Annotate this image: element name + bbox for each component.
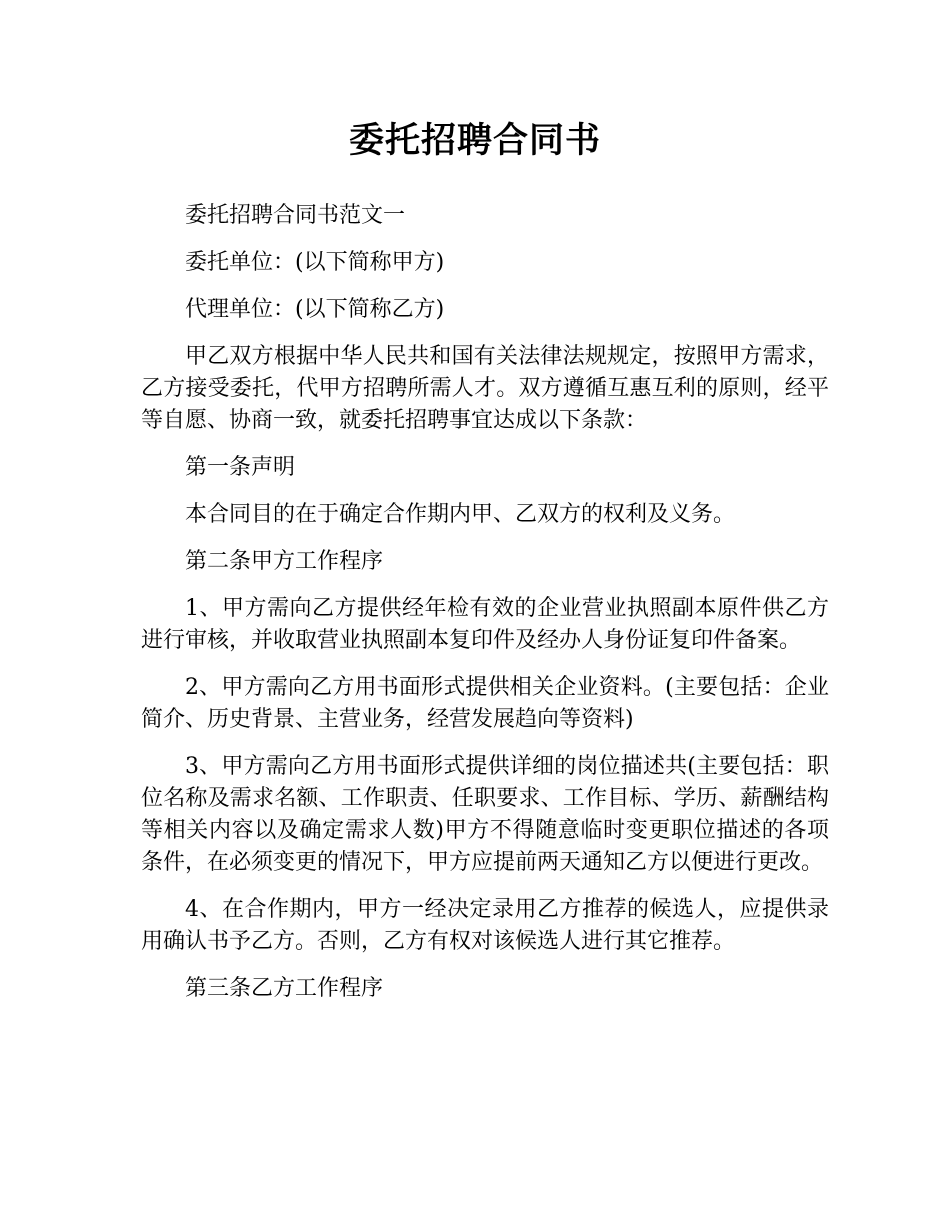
article-2-heading: 第二条甲方工作程序 xyxy=(185,549,384,574)
article-2-item-3: 3、甲方需向乙方用书面形式提供详细的岗位描述共(主要包括：职位名称及需求名额、工作职责、任职要求、工作目标、学历、薪酬结构等相关内容以及确定需求人数)甲方不得随意临时变更职位描述的各项条件，在必须变更的情况下，甲方应提前两天通知乙方以便进行更改。 xyxy=(141,754,829,875)
paragraph-sample-heading: 委托招聘合同书范文一 xyxy=(185,203,406,228)
paragraph-client-party: 委托单位：(以下简称甲方) xyxy=(185,250,445,275)
document-title: 委托招聘合同书 xyxy=(348,121,601,161)
paragraph-preamble: 甲乙双方根据中华人民共和国有关法律法规规定，按照甲方需求，乙方接受委托，代甲方招聘所需人才。双方遵循互惠互利的原则，经平等自愿、协商一致，就委托招聘事宜达成以下条款： xyxy=(141,344,829,433)
paragraph-agent-party: 代理单位：(以下简称乙方) xyxy=(185,297,445,322)
article-3-heading: 第三条乙方工作程序 xyxy=(185,976,384,1001)
article-1-heading: 第一条声明 xyxy=(185,455,296,480)
document-body xyxy=(141,200,829,1020)
article-1-text: 本合同目的在于确定合作期内甲、乙双方的权利及义务。 xyxy=(185,502,736,527)
article-2-item-1: 1、甲方需向乙方提供经年检有效的企业营业执照副本原件供乙方进行审核，并收取营业执照副本复印件及经办人身份证复印件备案。 xyxy=(141,596,829,653)
article-2-item-4: 4、在合作期内，甲方一经决定录用乙方推荐的候选人，应提供录用确认书予乙方。否则，乙方有权对该候选人进行其它推荐。 xyxy=(141,897,829,954)
article-2-item-2: 2、甲方需向乙方用书面形式提供相关企业资料。(主要包括：企业简介、历史背景、主营业务，经营发展趋向等资料) xyxy=(141,675,829,732)
